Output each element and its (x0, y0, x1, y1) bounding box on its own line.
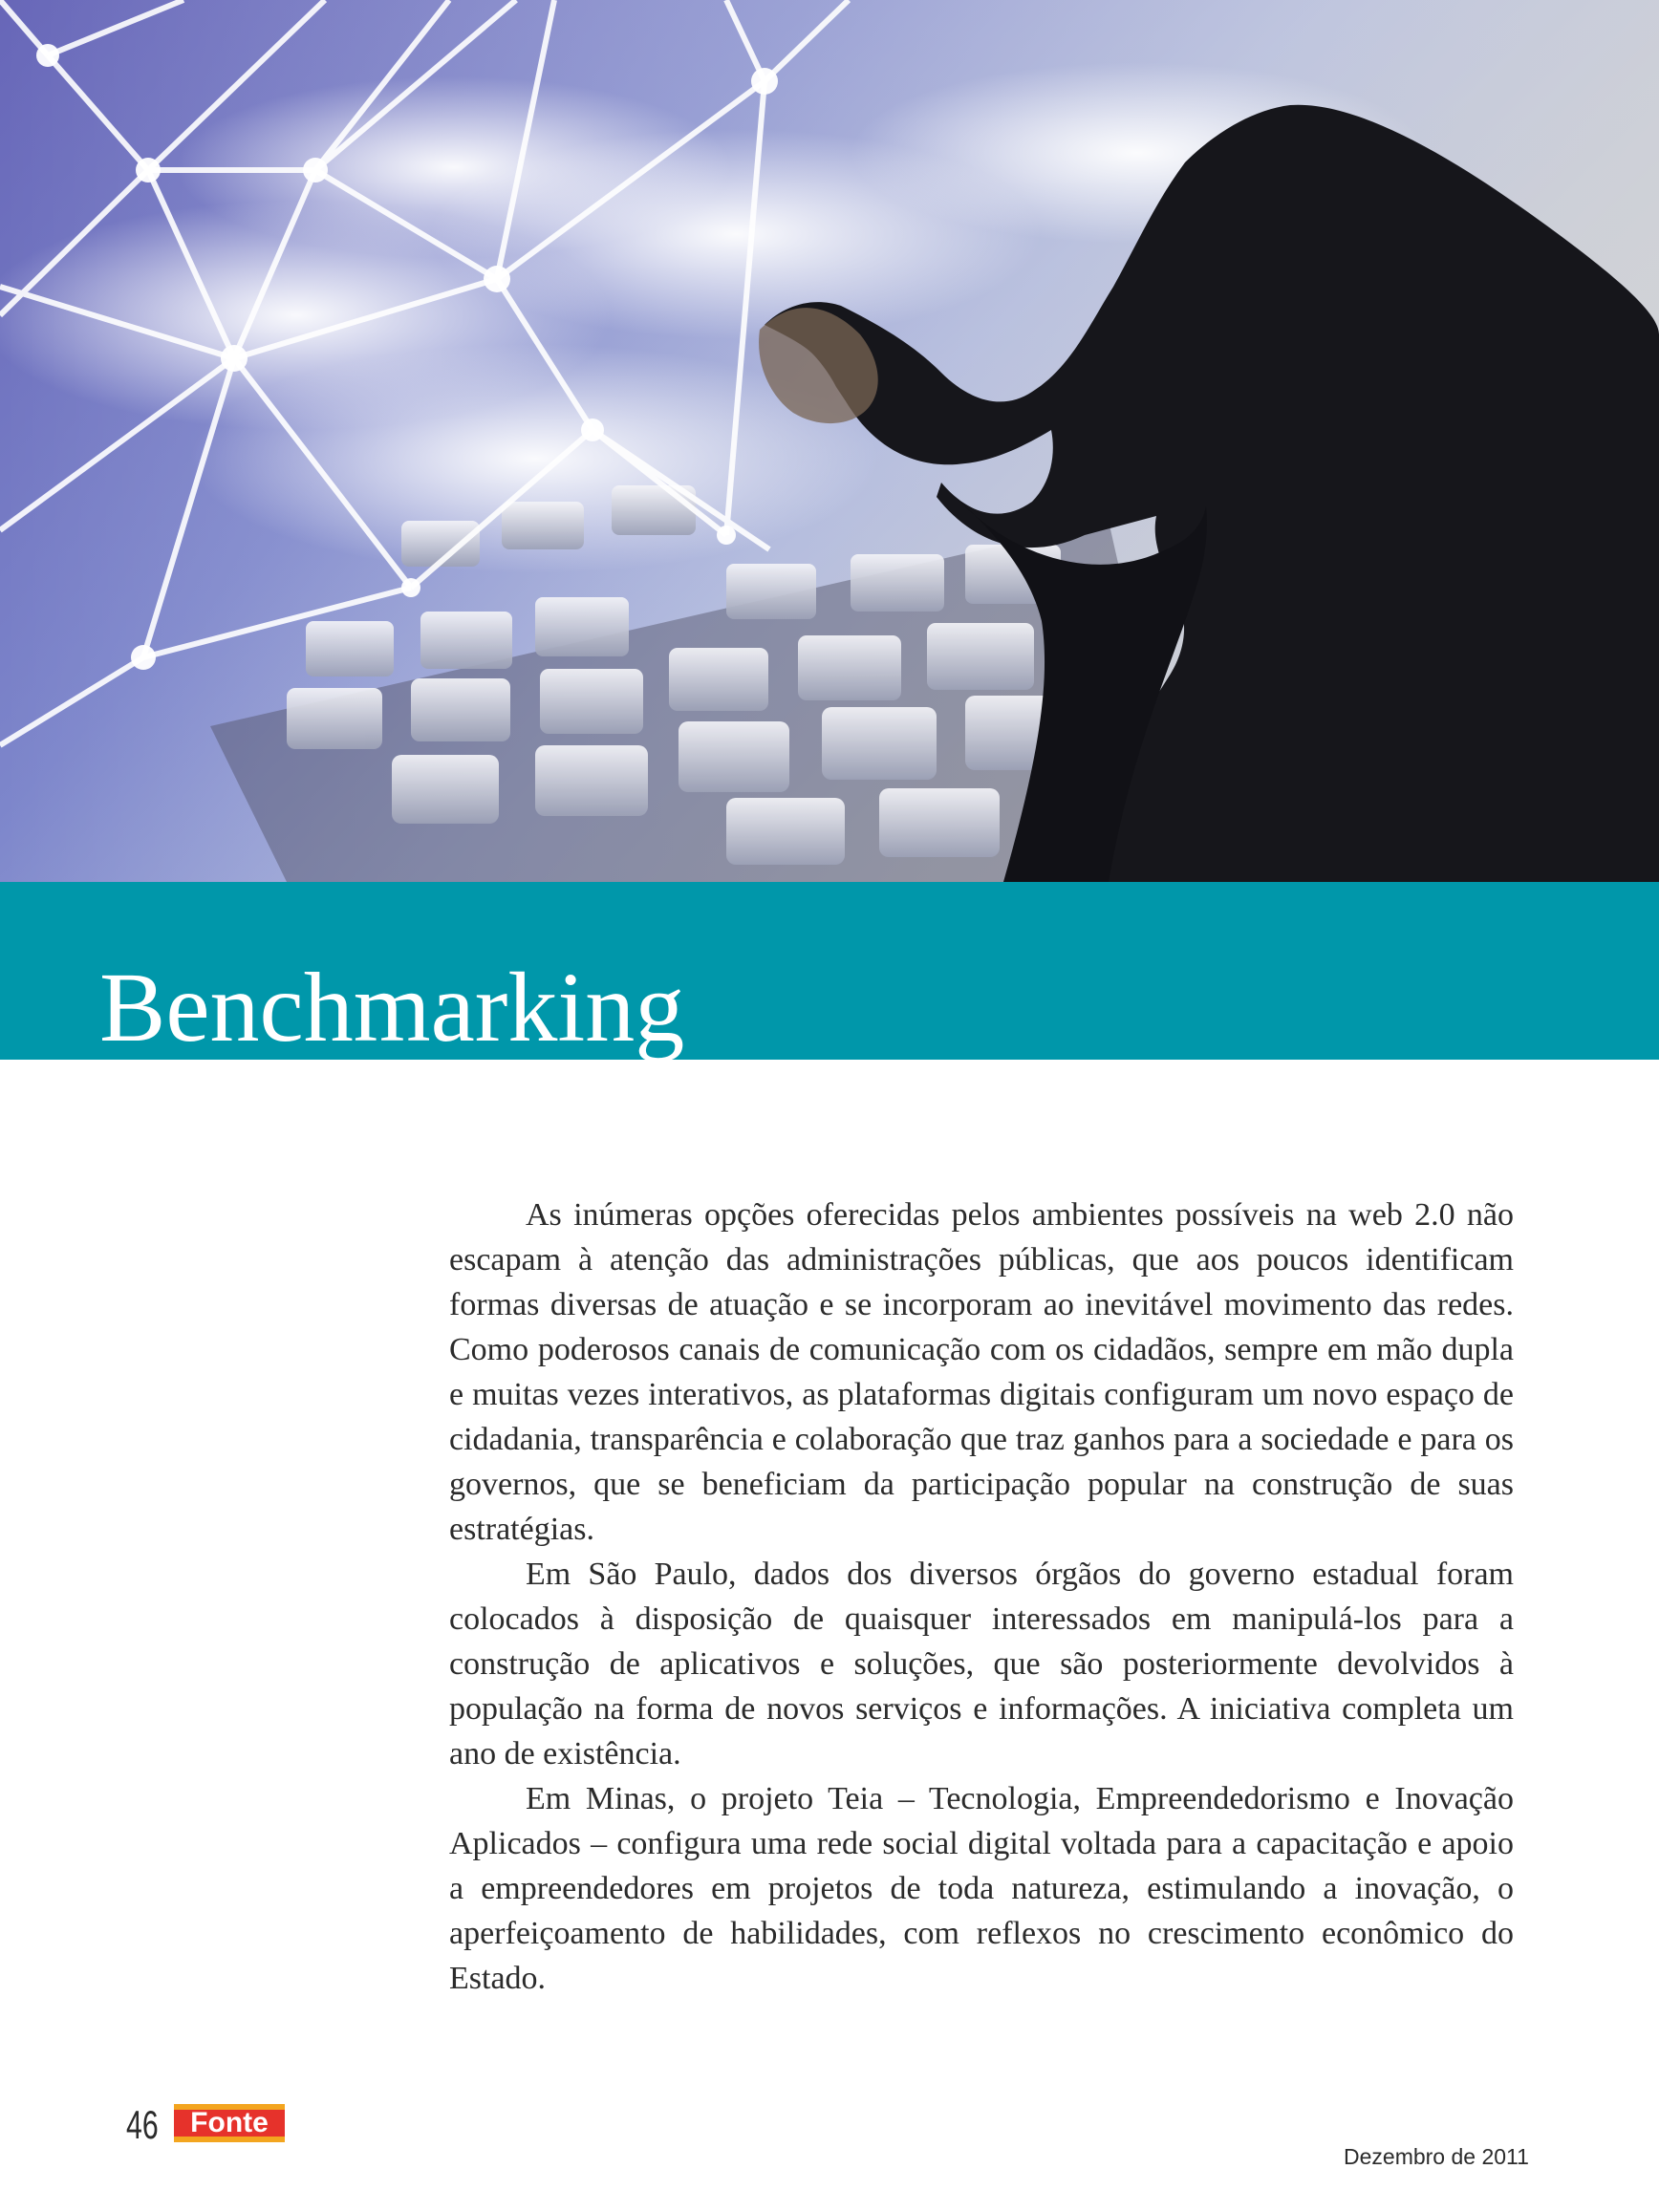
hero-photo (0, 0, 1659, 882)
article-paragraph: Em São Paulo, dados dos diversos órgãos do governo estadual foram colocados à disposição de quaisquer interessados em manipulá-los para a construção de aplicativos e soluções, que são posteriormente devolvidos à população na forma de novos serviços e informações. A iniciativa completa um ano de existência. (449, 1557, 1514, 1772)
page-number: 46 (126, 2102, 159, 2147)
article-title: Benchmarking (99, 953, 685, 1063)
article-paragraph: As inúmeras opções oferecidas pelos ambientes possíveis na web 2.0 não escapam à atenção das administrações públicas, que aos poucos identificam formas diversas de atuação e se incorporam ao inevitável movimento das redes. Como poderosos canais de comunicação com os cidadãos, sempre em mão dupla e muitas vezes interativos, as plataformas digitais configuram um novo espaço de cidadania, transparência e colaboração que traz ganhos para a sociedade e para os governos, que se beneficiam da participação popular na construção de suas estratégias. (449, 1197, 1514, 1547)
article-paragraph: Em Minas, o projeto Teia – Tecnologia, Empreendedorismo e Inovação Aplicados – configura uma rede social digital voltada para a capacitação e apoio a empreendedores em projetos de toda natureza, estimulando a inovação, o aperfeiçoamento de habilidades, com reflexos no crescimento econômico do Estado. (449, 1781, 1514, 1996)
article-body (449, 1192, 1514, 2001)
issue-date: Dezembro de 2011 (1344, 2144, 1529, 2169)
magazine-logo: Fonte (174, 2104, 285, 2142)
network-keyboard-hand-photo (0, 0, 1659, 882)
